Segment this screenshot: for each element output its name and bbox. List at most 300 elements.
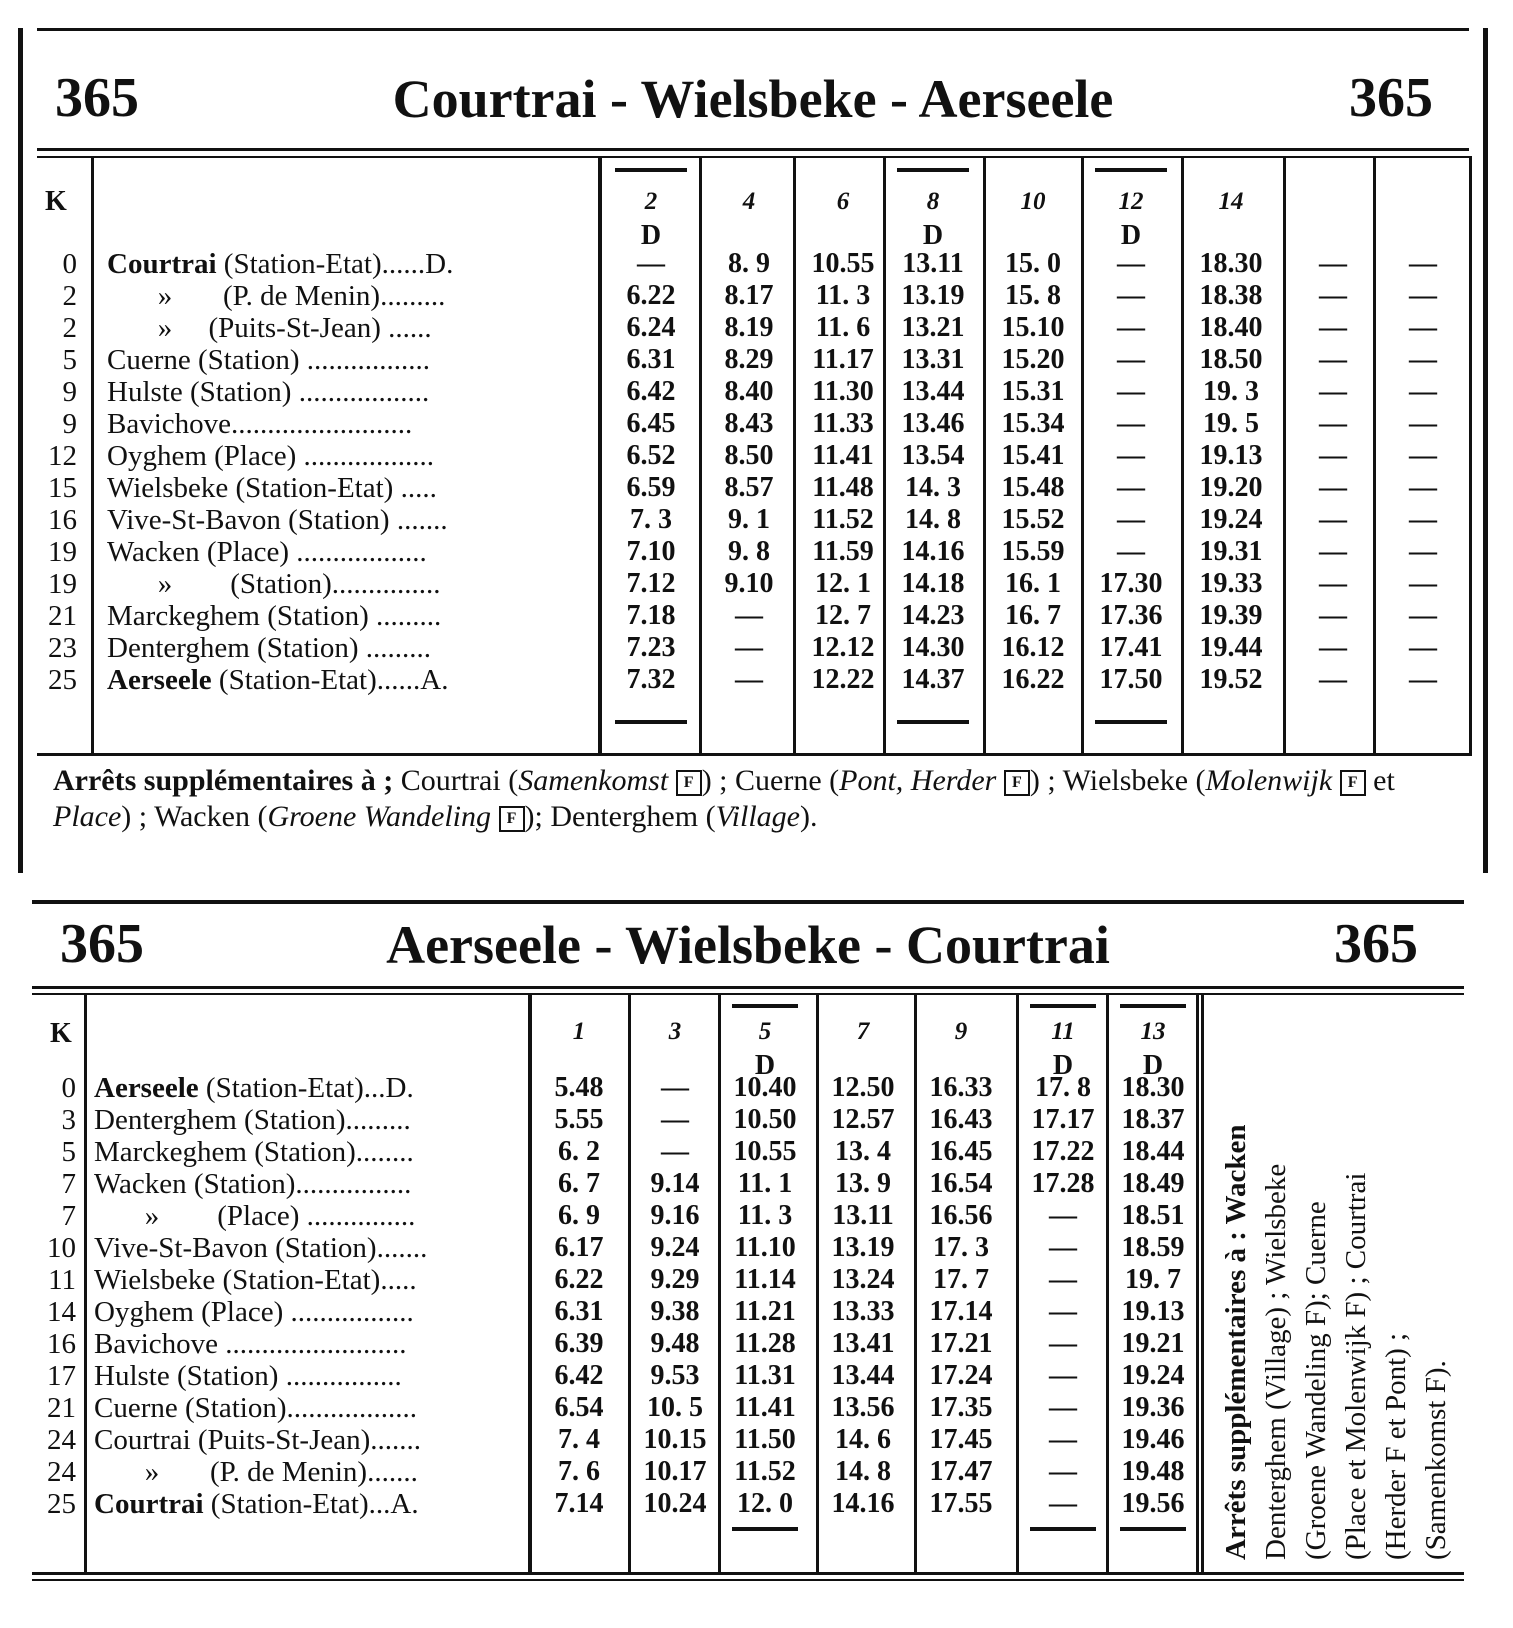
direct-train-bar <box>615 720 687 724</box>
train-number: 11 <box>1051 1018 1075 1045</box>
flag-stop-icon: F <box>676 770 702 796</box>
station-name <box>94 1072 524 1105</box>
time-cell: 14. 8 <box>905 504 961 535</box>
note-segment: ) ; Wielsbeke ( <box>1029 764 1206 797</box>
note-segment: et <box>1365 764 1395 797</box>
time-cell: — <box>1409 248 1437 279</box>
train-number: 8 <box>926 188 940 215</box>
time-cell: — <box>1049 1232 1077 1263</box>
time-cell: 14. 6 <box>835 1424 891 1455</box>
time-cell: — <box>1319 376 1347 407</box>
direct-train-bar <box>1095 168 1167 172</box>
time-cell: — <box>1319 344 1347 375</box>
time-cell: — <box>1319 472 1347 503</box>
time-cell: 8. 9 <box>728 248 770 279</box>
time-cell: 18.51 <box>1121 1200 1185 1231</box>
time-cell: 5.48 <box>554 1072 604 1103</box>
time-cell: 7.23 <box>626 632 676 663</box>
time-cell: 7.32 <box>626 664 676 695</box>
time-cell: 7. 6 <box>558 1456 600 1487</box>
time-cell: 16.54 <box>929 1168 993 1199</box>
time-cell: 17.30 <box>1099 568 1163 599</box>
time-cell: 9. 8 <box>728 536 770 567</box>
station-name <box>107 632 595 665</box>
time-cell: — <box>1409 664 1437 695</box>
time-cell: 17. 7 <box>933 1264 989 1295</box>
time-cell: — <box>1409 344 1437 375</box>
time-cell: — <box>1409 568 1437 599</box>
side-note-line: (Herder F et Pont) ; <box>1380 1332 1412 1560</box>
km-value: 24 <box>47 1424 76 1456</box>
time-cell: 13.44 <box>831 1360 895 1391</box>
side-note-line: Denterghem (Village) ; Wielsbeke <box>1260 1163 1292 1560</box>
station-name-bold: Aerseele <box>107 664 212 696</box>
time-cell: 8.50 <box>724 440 774 471</box>
station-divider <box>528 993 532 1573</box>
time-cell: 7.18 <box>626 600 676 631</box>
train-number: 13 <box>1140 1018 1166 1045</box>
time-cell: 13.11 <box>902 248 964 279</box>
km-value: 0 <box>62 248 77 280</box>
timetable-aerseele-courtrai <box>18 900 1478 1620</box>
station-name-rest: Hulste (Station) ................ <box>94 1360 402 1392</box>
bottom-rule <box>32 1572 1464 1575</box>
station-name <box>107 536 595 569</box>
time-cell: — <box>1117 408 1145 439</box>
station-name <box>107 440 595 473</box>
note-segment: ); Denterghem ( <box>524 800 716 833</box>
time-cell: 6.52 <box>626 440 676 471</box>
time-cell: 14.30 <box>901 632 965 663</box>
time-cell: — <box>1319 440 1347 471</box>
station-name <box>94 1200 524 1233</box>
time-cell: 13.33 <box>831 1296 895 1327</box>
time-cell: — <box>1319 312 1347 343</box>
time-cell: — <box>1117 440 1145 471</box>
train-number: 6 <box>836 188 850 215</box>
km-value: 19 <box>48 536 77 568</box>
km-value: 7 <box>61 1200 76 1232</box>
time-cell: 12. 1 <box>815 568 871 599</box>
time-cell: 9.48 <box>650 1328 700 1359</box>
time-cell: 18.50 <box>1199 344 1263 375</box>
time-cell: 19.44 <box>1199 632 1263 663</box>
train-number: 1 <box>572 1018 586 1045</box>
km-value: 24 <box>47 1456 76 1488</box>
station-name-rest: Bavichove......................... <box>107 408 413 440</box>
time-cell: 12. 7 <box>815 600 871 631</box>
time-cell: 13.41 <box>831 1328 895 1359</box>
station-name-rest: Wielsbeke (Station-Etat)..... <box>94 1264 417 1296</box>
header-rule-2 <box>37 156 1469 158</box>
time-cell: 11. 6 <box>815 312 871 343</box>
time-cell: 10.55 <box>733 1136 797 1167</box>
note-lead: Arrêts supplémentaires à ; <box>53 764 394 797</box>
time-cell: — <box>661 1136 689 1167</box>
time-cell: 12. 0 <box>737 1488 793 1519</box>
time-cell: 12.12 <box>811 632 875 663</box>
time-cell: 16.56 <box>929 1200 993 1231</box>
time-cell: 18.40 <box>1199 312 1263 343</box>
time-cell: 10.55 <box>811 248 875 279</box>
time-cell: 16.43 <box>929 1104 993 1135</box>
time-cell: 5.55 <box>554 1104 604 1135</box>
km-value: 10 <box>47 1232 76 1264</box>
time-cell: 17.45 <box>929 1424 993 1455</box>
time-cell: 18.30 <box>1199 248 1263 279</box>
time-cell: — <box>1409 280 1437 311</box>
km-value: 17 <box>47 1360 76 1392</box>
time-cell: — <box>1319 568 1347 599</box>
time-cell: 13.24 <box>831 1264 895 1295</box>
time-cell: 19.24 <box>1199 504 1263 535</box>
station-name-rest: » (Station)............... <box>107 568 441 600</box>
time-cell: 19.36 <box>1121 1392 1185 1423</box>
side-note-line: (Groene Wandeling F); Cuerne <box>1300 1201 1332 1560</box>
station-name-rest: Wielsbeke (Station-Etat) ..... <box>107 472 437 504</box>
direct-train-bar <box>897 720 969 724</box>
time-cell: — <box>1049 1200 1077 1231</box>
time-cell: 17. 8 <box>1035 1072 1091 1103</box>
train-number: 5 <box>758 1018 772 1045</box>
station-name-rest: (Station-Etat)...D. <box>198 1072 414 1104</box>
time-cell: — <box>1117 344 1145 375</box>
station-name <box>94 1232 524 1265</box>
side-note-line: (Place et Molenwijk F) ; Courtrai <box>1340 1172 1372 1560</box>
time-cell: 19.48 <box>1121 1456 1185 1487</box>
station-name-rest: Denterghem (Station)......... <box>94 1104 411 1136</box>
station-name-rest: » (P. de Menin)......... <box>107 280 446 312</box>
time-cell: 18.38 <box>1199 280 1263 311</box>
time-cell: 18.30 <box>1121 1072 1185 1103</box>
station-name <box>94 1264 524 1297</box>
station-name-rest: Denterghem (Station) ......... <box>107 632 432 664</box>
time-cell: 17.41 <box>1099 632 1163 663</box>
time-cell: 17. 3 <box>933 1232 989 1263</box>
time-cell: 18.59 <box>1121 1232 1185 1263</box>
time-cell: 6. 2 <box>558 1136 600 1167</box>
direct-train-bar <box>1030 1004 1096 1008</box>
time-cell: 6.31 <box>554 1296 604 1327</box>
station-name-rest: Marckeghem (Station)........ <box>94 1136 414 1168</box>
time-cell: 17.28 <box>1031 1168 1095 1199</box>
train-number: 12 <box>1118 188 1144 215</box>
time-cell: — <box>735 664 763 695</box>
km-value: 25 <box>47 1488 76 1520</box>
table-number-right: 365 <box>1349 67 1433 129</box>
time-cell: 15. 0 <box>1005 248 1061 279</box>
station-name-rest: Wacken (Place) .................. <box>107 536 427 568</box>
time-cell: — <box>1409 312 1437 343</box>
time-cell: 19.13 <box>1199 440 1263 471</box>
km-divider <box>91 156 94 756</box>
time-cell: 9.38 <box>650 1296 700 1327</box>
time-cell: 10. 5 <box>647 1392 703 1423</box>
station-name-rest: » (Puits-St-Jean) ...... <box>107 312 432 344</box>
direct-train-bar <box>1120 1527 1186 1531</box>
time-cell: 6.42 <box>626 376 676 407</box>
time-cell: — <box>1117 312 1145 343</box>
km-value: 9 <box>62 376 77 408</box>
km-value: 2 <box>62 280 77 312</box>
time-cell: 6.45 <box>626 408 676 439</box>
station-name-rest: Vive-St-Bavon (Station) ....... <box>107 504 448 536</box>
train-number: 7 <box>856 1018 870 1045</box>
time-cell: 17.47 <box>929 1456 993 1487</box>
direct-mark: D <box>1120 220 1142 251</box>
km-value: 2 <box>62 312 77 344</box>
time-cell: 13. 9 <box>835 1168 891 1199</box>
time-cell: — <box>1049 1392 1077 1423</box>
timetable-title: Aerseele - Wielsbeke - Courtrai <box>386 915 1110 975</box>
time-cell: — <box>1409 536 1437 567</box>
station-name-bold: Courtrai <box>94 1488 204 1520</box>
time-cell: — <box>1409 600 1437 631</box>
direct-mark: D <box>754 1050 776 1081</box>
time-cell: 14.37 <box>901 664 965 695</box>
side-note-line: (Samenkomst F). <box>1420 1360 1452 1560</box>
time-cell: — <box>1117 472 1145 503</box>
time-cell: 10.15 <box>643 1424 707 1455</box>
time-cell: 8.17 <box>724 280 774 311</box>
time-cell: 6.59 <box>626 472 676 503</box>
station-name <box>94 1456 524 1489</box>
train-number: 3 <box>668 1018 682 1045</box>
station-divider <box>598 156 602 756</box>
time-cell: 19. 7 <box>1125 1264 1181 1295</box>
note-segment: ) ; Wacken ( <box>121 800 268 833</box>
time-cell: 15.10 <box>1001 312 1065 343</box>
note-segment: Pont, Herder <box>839 764 997 797</box>
time-cell: — <box>1319 600 1347 631</box>
time-cell: 15.34 <box>1001 408 1065 439</box>
km-value: 19 <box>48 568 77 600</box>
table-number-left: 365 <box>55 67 139 129</box>
station-name <box>94 1104 524 1137</box>
time-cell: 16.33 <box>929 1072 993 1103</box>
station-name-rest: Oyghem (Place) ................. <box>94 1296 414 1328</box>
time-cell: 13.56 <box>831 1392 895 1423</box>
time-cell: 11.21 <box>734 1296 796 1327</box>
time-cell: 13.31 <box>901 344 965 375</box>
time-cell: — <box>1319 664 1347 695</box>
header-rule <box>37 148 1469 151</box>
km-value: 5 <box>62 344 77 376</box>
time-cell: 19.31 <box>1199 536 1263 567</box>
time-cell: 17.24 <box>929 1360 993 1391</box>
time-cell: 7.10 <box>626 536 676 567</box>
time-cell: 11.52 <box>734 1456 796 1487</box>
station-name <box>94 1136 524 1169</box>
station-name <box>107 664 595 697</box>
time-cell: — <box>1117 248 1145 279</box>
km-value: 23 <box>48 632 77 664</box>
time-cell: 12.50 <box>831 1072 895 1103</box>
header-rule-2 <box>32 993 1464 995</box>
time-cell: 11.41 <box>812 440 874 471</box>
time-cell: 17.50 <box>1099 664 1163 695</box>
station-name-rest: Cuerne (Station) ................. <box>107 344 430 376</box>
time-cell: — <box>735 632 763 663</box>
top-rule <box>37 28 1469 31</box>
table-number-right: 365 <box>1334 913 1418 975</box>
note-segment: Molenwijk <box>1205 764 1333 797</box>
time-cell: 6.22 <box>554 1264 604 1295</box>
station-name <box>94 1168 524 1201</box>
time-cell: 9.10 <box>724 568 774 599</box>
time-cell: 14.18 <box>901 568 965 599</box>
time-cell: — <box>1319 280 1347 311</box>
station-name <box>107 312 595 345</box>
time-cell: 18.49 <box>1121 1168 1185 1199</box>
time-cell: — <box>1049 1328 1077 1359</box>
time-cell: 11.50 <box>734 1424 796 1455</box>
time-cell: 6. 7 <box>558 1168 600 1199</box>
note-rule <box>37 753 1469 756</box>
time-cell: 13.19 <box>901 280 965 311</box>
time-cell: 11.14 <box>734 1264 796 1295</box>
time-cell: — <box>661 1104 689 1135</box>
time-cell: 19.39 <box>1199 600 1263 631</box>
time-cell: 13.21 <box>901 312 965 343</box>
km-column-label: K <box>50 1018 72 1049</box>
station-name <box>107 376 595 409</box>
note-segment: Courtrai ( <box>393 764 519 797</box>
km-value: 21 <box>48 600 77 632</box>
time-cell: 11.59 <box>812 536 874 567</box>
time-cell: 11.17 <box>812 344 874 375</box>
station-name-rest: (Station-Etat)......D. <box>216 248 454 280</box>
time-cell: 9.14 <box>650 1168 700 1199</box>
time-cell: 6.22 <box>626 280 676 311</box>
time-cell: — <box>1319 248 1347 279</box>
direct-train-bar <box>615 168 687 172</box>
station-name <box>107 408 595 441</box>
time-cell: 10.50 <box>733 1104 797 1135</box>
time-cell: — <box>1409 632 1437 663</box>
time-cell: 8.19 <box>724 312 774 343</box>
timetable-title: Courtrai - Wielsbeke - Aerseele <box>392 69 1114 129</box>
time-cell: 7. 3 <box>630 504 672 535</box>
station-name <box>107 600 595 633</box>
time-cell: 8.29 <box>724 344 774 375</box>
station-name-rest: Vive-St-Bavon (Station)....... <box>94 1232 428 1264</box>
station-name <box>107 472 595 505</box>
time-cell: 18.37 <box>1121 1104 1185 1135</box>
time-cell: — <box>1117 536 1145 567</box>
time-cell: 19.13 <box>1121 1296 1185 1327</box>
time-cell: 6.31 <box>626 344 676 375</box>
supplementary-stops-note <box>53 763 1453 835</box>
table-number-left: 365 <box>60 913 144 975</box>
time-cell: 11.28 <box>734 1328 796 1359</box>
time-cell: 9.29 <box>650 1264 700 1295</box>
time-cell: 9.24 <box>650 1232 700 1263</box>
note-segment: Place <box>53 800 122 833</box>
time-cell: 13.46 <box>901 408 965 439</box>
km-value: 9 <box>62 408 77 440</box>
time-cell: — <box>1409 376 1437 407</box>
note-segment: Samenkomst <box>518 764 669 797</box>
station-name-rest: » (Place) ............... <box>94 1200 416 1232</box>
station-name <box>94 1392 524 1425</box>
station-name <box>94 1424 524 1457</box>
time-cell: 19.20 <box>1199 472 1263 503</box>
time-cell: 12.22 <box>811 664 875 695</box>
km-value: 11 <box>48 1264 76 1296</box>
time-cell: 17.55 <box>929 1488 993 1519</box>
train-number: 4 <box>742 188 756 215</box>
time-cell: — <box>1049 1360 1077 1391</box>
time-cell: 11. 1 <box>737 1168 793 1199</box>
km-value: 15 <box>48 472 77 504</box>
time-cell: 14.16 <box>901 536 965 567</box>
station-name-rest: Oyghem (Place) .................. <box>107 440 434 472</box>
time-cell: 6.39 <box>554 1328 604 1359</box>
time-cell: 11.31 <box>734 1360 796 1391</box>
time-cell: 8.57 <box>724 472 774 503</box>
station-name <box>94 1360 524 1393</box>
time-cell: 16.22 <box>1001 664 1065 695</box>
time-cell: 17.17 <box>1031 1104 1095 1135</box>
time-cell: — <box>1409 504 1437 535</box>
time-cell: — <box>1117 376 1145 407</box>
time-cell: 19.24 <box>1121 1360 1185 1391</box>
time-cell: 7. 4 <box>558 1424 600 1455</box>
time-cell: 11.52 <box>812 504 874 535</box>
station-name-rest: Cuerne (Station).................. <box>94 1392 417 1424</box>
time-cell: 19. 5 <box>1203 408 1259 439</box>
time-cell: 13. 4 <box>835 1136 891 1167</box>
time-cell: — <box>1319 504 1347 535</box>
side-note-line: Arrêts supplémentaires à : Wacken <box>1220 1124 1252 1560</box>
time-cell: 6.42 <box>554 1360 604 1391</box>
time-cell: — <box>1319 408 1347 439</box>
time-cell: — <box>1049 1264 1077 1295</box>
time-cell: 14.23 <box>901 600 965 631</box>
station-name <box>107 568 595 601</box>
time-cell: 15.59 <box>1001 536 1065 567</box>
time-cell: 11. 3 <box>737 1200 793 1231</box>
time-cell: — <box>1409 440 1437 471</box>
time-cell: 17.21 <box>929 1328 993 1359</box>
station-name <box>94 1488 524 1521</box>
time-cell: 6.54 <box>554 1392 604 1423</box>
time-cell: — <box>1049 1296 1077 1327</box>
station-name <box>107 504 595 537</box>
time-cell: 9.53 <box>650 1360 700 1391</box>
direct-mark: D <box>640 220 662 251</box>
station-name-rest: Hulste (Station) .................. <box>107 376 430 408</box>
station-name-rest: (Station-Etat)...A. <box>203 1488 419 1520</box>
time-cell: 11.33 <box>812 408 874 439</box>
time-cell: 10.17 <box>643 1456 707 1487</box>
note-segment: ) ; Cuerne ( <box>701 764 840 797</box>
time-cell: 7.14 <box>554 1488 604 1519</box>
time-cell: 17.35 <box>929 1392 993 1423</box>
header-rule <box>32 986 1464 989</box>
train-number: 14 <box>1218 188 1244 215</box>
time-cell: 17.36 <box>1099 600 1163 631</box>
station-name-bold: Courtrai <box>107 248 217 280</box>
time-cell: 14. 8 <box>835 1456 891 1487</box>
time-cell: — <box>1049 1488 1077 1519</box>
time-cell: 15.20 <box>1001 344 1065 375</box>
station-name-rest: » (P. de Menin)....... <box>94 1456 418 1488</box>
time-cell: 13.19 <box>831 1232 895 1263</box>
side-note-divider <box>1201 993 1204 1573</box>
time-cell: 10.24 <box>643 1488 707 1519</box>
